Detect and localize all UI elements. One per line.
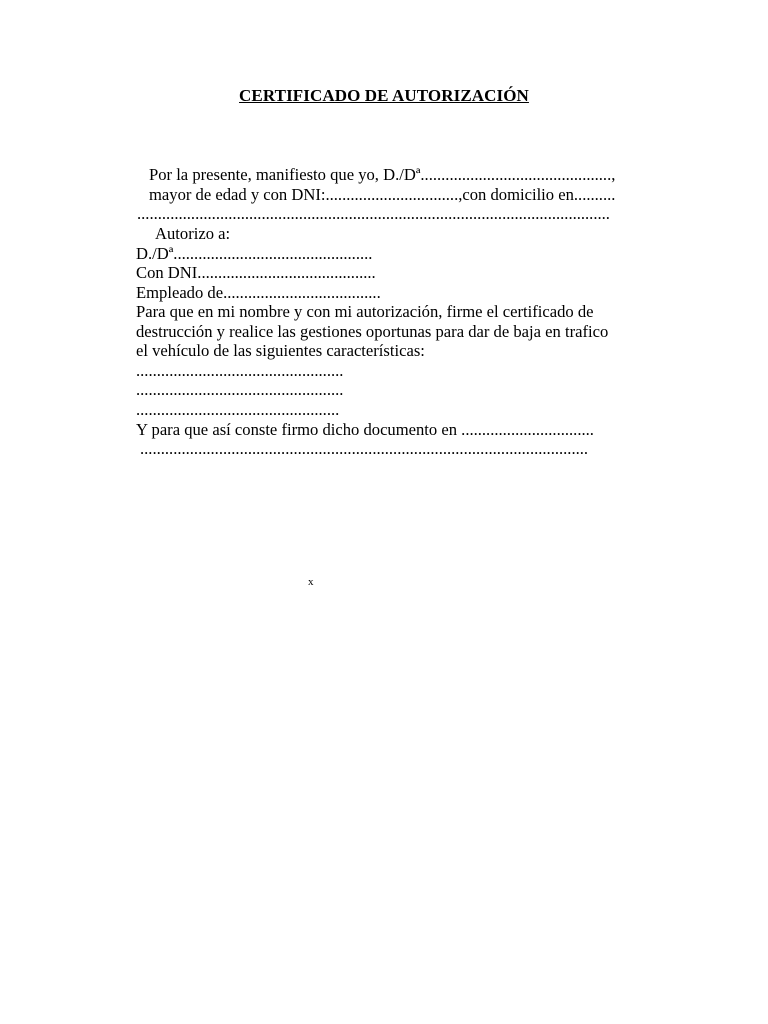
text-line-4: Autorizo a: bbox=[155, 224, 231, 243]
text-line-14: Y para que así conste firmo dicho documento en ................................ bbox=[136, 420, 594, 439]
text-line-8: Para que en mi nombre y con mi autorización, firme el certificado de bbox=[136, 302, 594, 321]
text-line-6: Con DNI........................................... bbox=[136, 263, 376, 282]
text-line-10: el vehículo de las siguientes características: bbox=[136, 341, 425, 360]
text-line-13: ................................................. bbox=[136, 400, 340, 419]
text-line-9: destrucción y realice las gestiones oportunas para dar de baja en trafico bbox=[136, 322, 609, 341]
text-line-3: .................................................................................................................. bbox=[137, 204, 610, 223]
text-line-12: .................................................. bbox=[136, 380, 344, 399]
signature-mark: x bbox=[308, 576, 314, 588]
text-line-2: mayor de edad y con DNI:................................,con domicilio en.......... bbox=[149, 185, 616, 204]
text-line-11: .................................................. bbox=[136, 361, 344, 380]
text-line-1: Por la presente, manifiesto que yo, D./Dª.............................................., bbox=[149, 165, 616, 184]
text-line-7: Empleado de...................................... bbox=[136, 283, 381, 302]
document-title: CERTIFICADO DE AUTORIZACIÓN bbox=[239, 86, 529, 105]
text-line-15: ............................................................................................................ bbox=[140, 439, 589, 458]
text-line-5: D./Dª................................................ bbox=[136, 244, 373, 263]
